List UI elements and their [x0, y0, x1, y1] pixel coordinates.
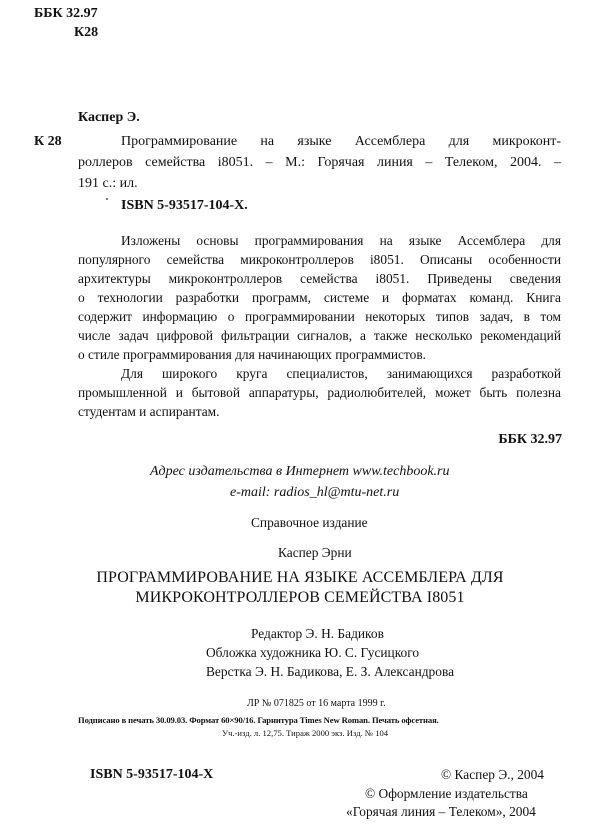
- abstract-line-3: архитектуры микроконтроллеров семейства i8051. Приведены сведения: [78, 271, 561, 286]
- author-mark: К28: [74, 25, 99, 40]
- stray-dot: [106, 198, 108, 200]
- credit-cover: Обложка художника Ю. С. Гусицкого: [206, 645, 420, 660]
- bbk-code-bottom: ББК 32.97: [498, 432, 562, 447]
- imprint-license: ЛР № 071825 от 16 марта 1999 г.: [247, 698, 386, 709]
- abstract-line-9: промышленной и бытовой аппаратуры, радиолюбителей, может быть полезна: [78, 385, 561, 400]
- abstract-line-7: о стиле программирования для начинающих программистов.: [78, 347, 426, 362]
- catalog-description-line-3: 191 с.: ил.: [78, 176, 138, 191]
- imprint-print-details: Подписано в печать 30.09.03. Формат 60×90/16. Гарнитура Times New Roman. Печать офсетная.: [78, 715, 439, 725]
- footer-isbn: ISBN 5-93517-104-X: [90, 767, 214, 782]
- abstract-line-6: числе задач цифровой фильтрации сигналов, а также несколько рекомендаций: [78, 328, 561, 343]
- book-title-line-1: ПРОГРАММИРОВАНИЕ НА ЯЗЫКЕ АССЕМБЛЕРА ДЛЯ: [96, 569, 504, 586]
- catalog-mark: К 28: [34, 134, 62, 149]
- copyright-publisher: «Горячая линия – Телеком», 2004: [346, 804, 536, 819]
- publisher-email: e-mail: radios_hl@mtu-net.ru: [230, 485, 400, 500]
- publication-type: Справочное издание: [251, 515, 368, 530]
- bbk-code-top: ББК 32.97: [34, 6, 98, 21]
- abstract-line-8: Для широкого круга специалистов, занимающихся разработкой: [121, 366, 561, 381]
- abstract-line-5: содержит информацию о программировании некоторых типов задач, в том: [78, 309, 561, 324]
- copyright-design: © Оформление издательства: [365, 786, 528, 801]
- publisher-internet: Адрес издательства в Интернет www.techbook.ru: [150, 464, 450, 479]
- abstract-line-2: популярного семейства микроконтроллеров i8051. Описаны особенности: [78, 252, 561, 267]
- abstract-line-10: студентам и аспирантам.: [78, 404, 220, 419]
- catalog-description-line-1: Программирование на языке Ассемблера для микроконт-: [121, 134, 561, 149]
- copyright-author: © Каспер Э., 2004: [441, 767, 544, 782]
- abstract-line-1: Изложены основы программирования на языке Ассемблера для: [121, 233, 561, 248]
- catalog-description-line-2: роллеров семейства i8051. – М.: Горячая линия – Телеком, 2004. –: [78, 155, 561, 170]
- abstract-line-4: о технологии разработки программ, системе и форматах команд. Книга: [78, 290, 561, 305]
- author-heading: Каспер Э.: [78, 110, 140, 125]
- credit-editor: Редактор Э. Н. Бадиков: [251, 626, 384, 641]
- catalog-isbn: ISBN 5-93517-104-X.: [121, 198, 248, 213]
- credit-layout: Верстка Э. Н. Бадикова, Е. З. Александрова: [206, 664, 455, 679]
- book-title-line-2: МИКРОКОНТРОЛЛЕРОВ СЕМЕЙСТВА I8051: [135, 589, 465, 606]
- imprint-sheets: Уч.-изд. л. 12,75. Тираж 2000 экз. Изд. № 104: [222, 728, 389, 738]
- author-full-name: Каспер Эрни: [278, 545, 352, 560]
